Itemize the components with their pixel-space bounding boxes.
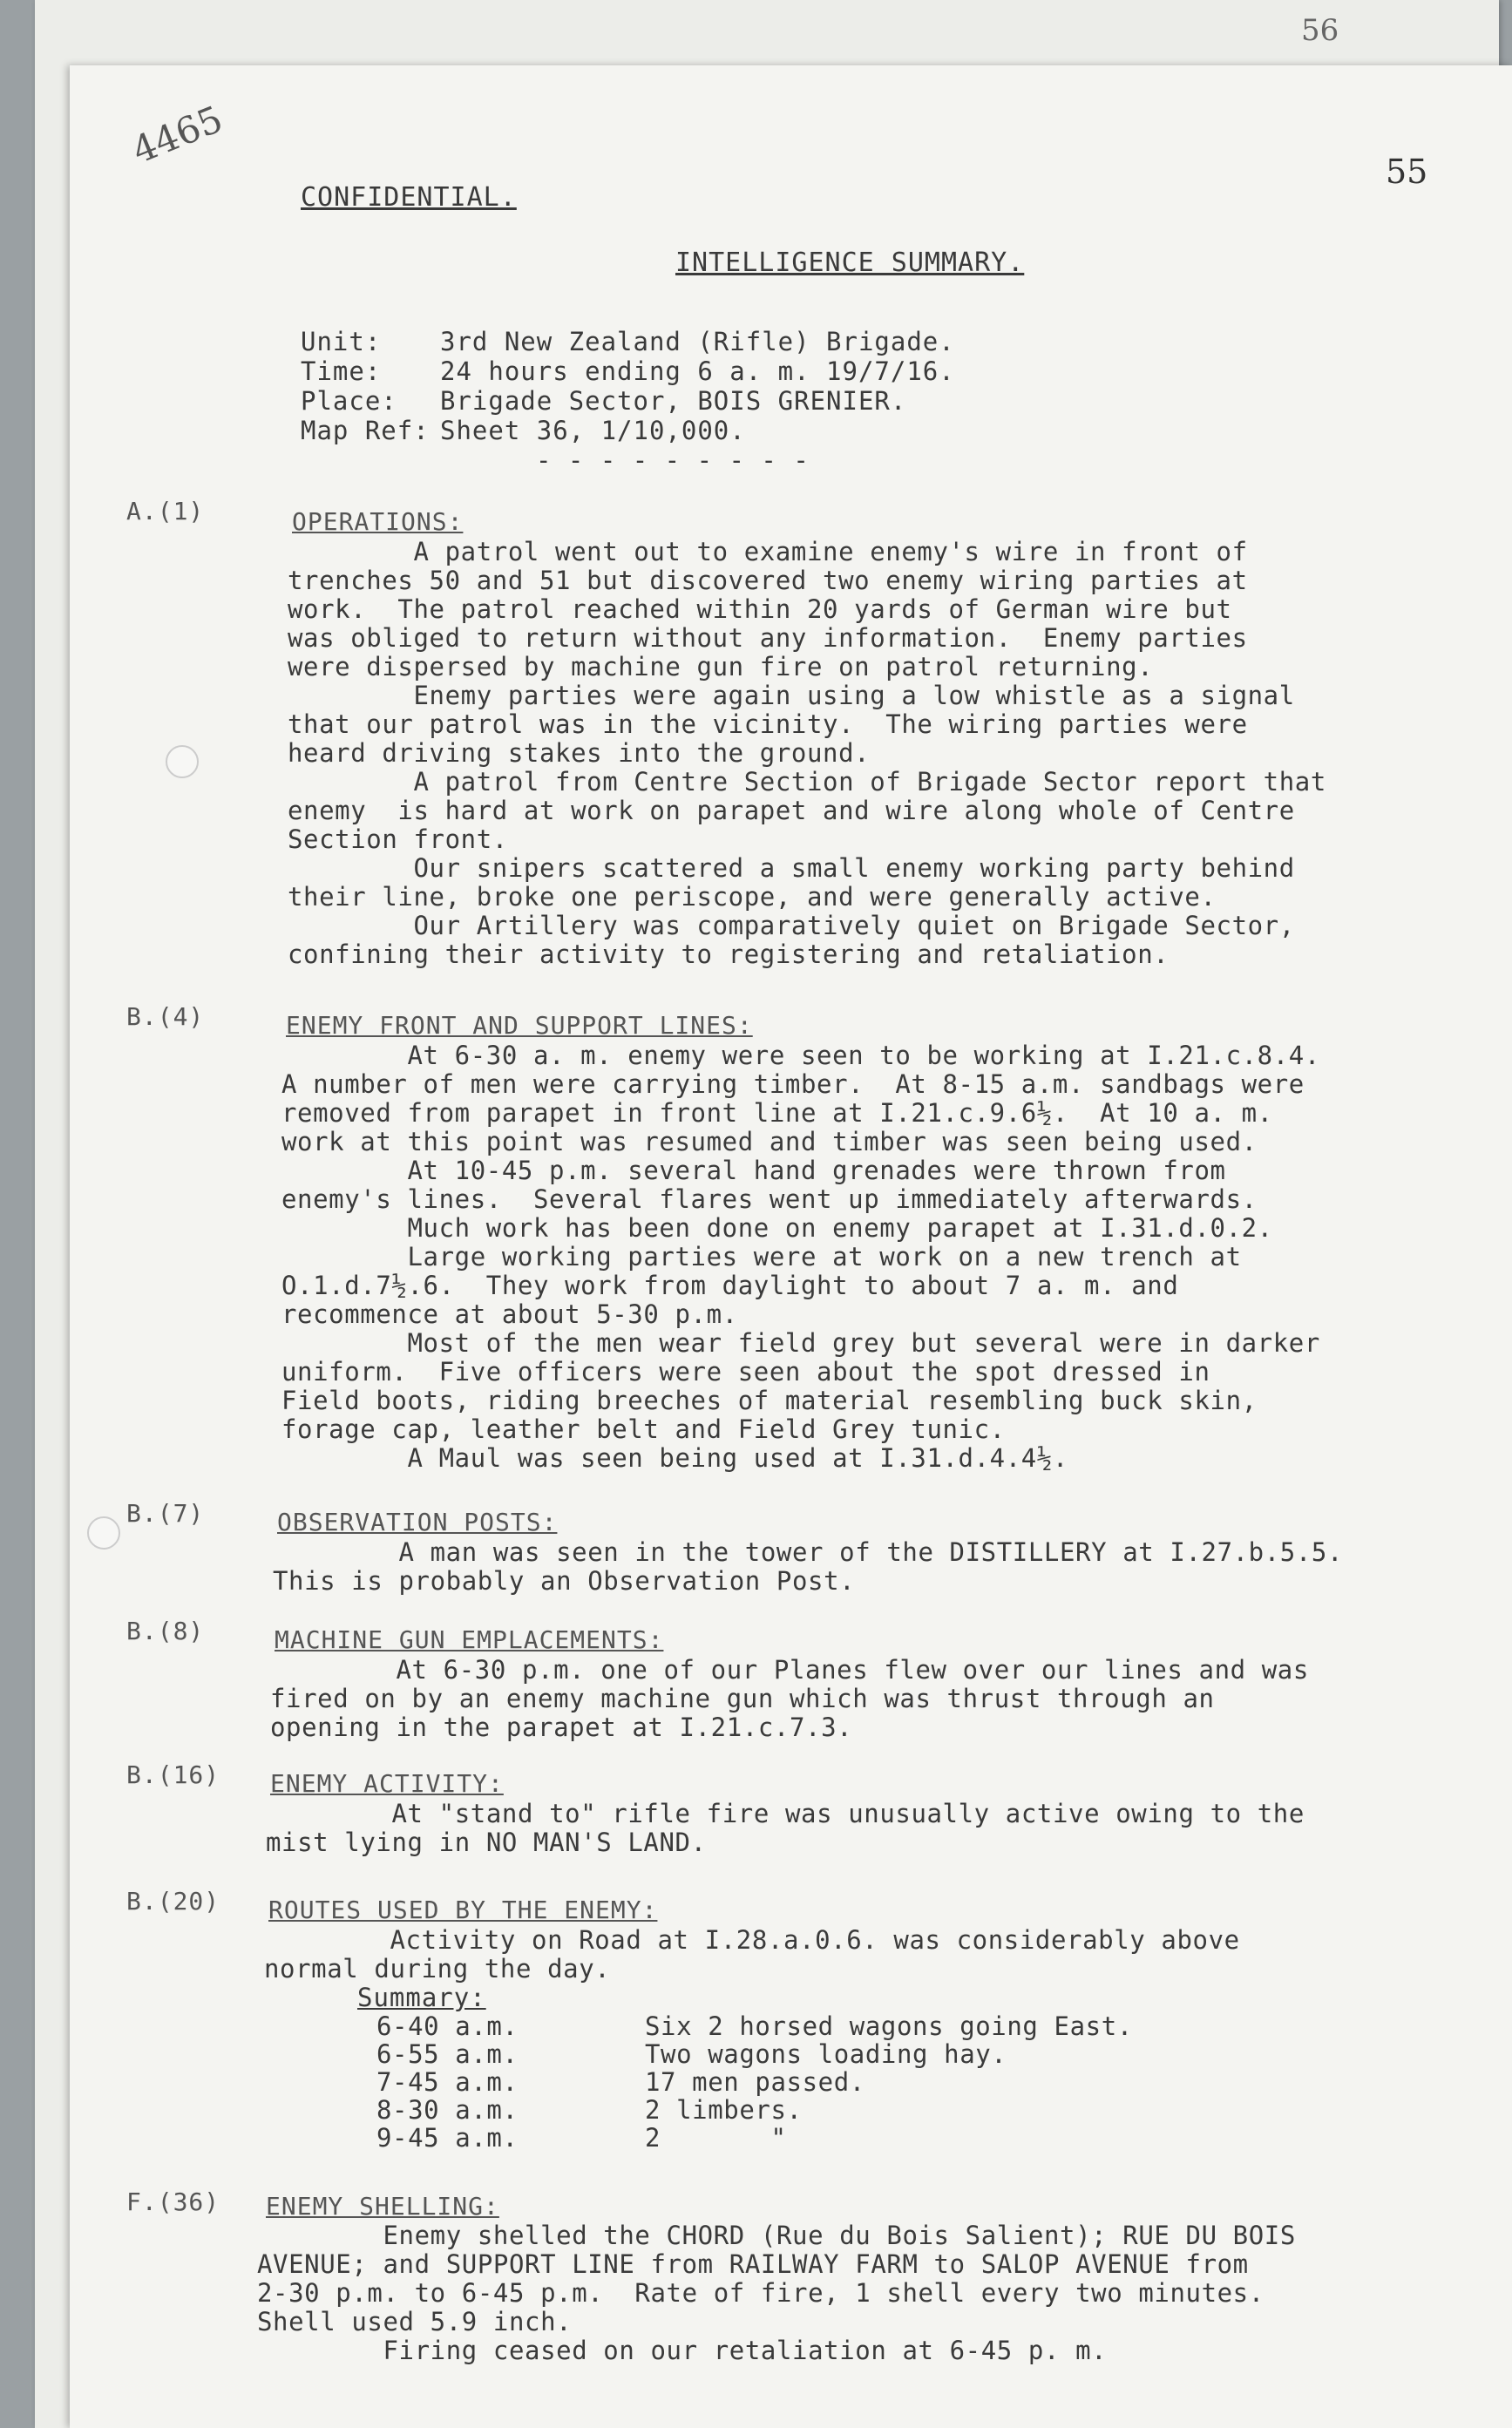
header-value-place: Brigade Sector, BOIS GRENIER. [440, 386, 907, 416]
summary-time: 8-30 a.m. [376, 2095, 519, 2125]
folio-number-underlying: 56 [1301, 13, 1339, 48]
summary-time: 6-55 a.m. [376, 2039, 519, 2069]
document-page [70, 13, 1512, 2428]
section-text: At "stand to" rifle fire was unusually active owing to the mist lying in NO MAN'S LAND. [266, 1799, 1305, 1857]
folio-number: 55 [1386, 153, 1428, 191]
classification-heading: CONFIDENTIAL. [301, 182, 517, 213]
section-label: B.(20) [126, 1887, 220, 1916]
summary-time: 6-40 a.m. [376, 2011, 519, 2041]
section-title: OPERATIONS: [292, 507, 464, 536]
section-text: At 6-30 a. m. enemy were seen to be working at I.21.c.8.4. A number of men were carrying timber. At 8-15 a.m. sandbags were removed from parapet in front line at I.21.c.9.6½. At 10 a. m. work at this point was resumed and timber was seen being used. At 10-45 p.m. several hand grenades were thrown from enemy's lines. Several flares went up immediately afterwards. Much work has been done on enemy parapet at I.31.d.0.2. Large working parties were at work on a new trench at O.1.d.7½.6. They work from daylight to about 7 a. m. and recommence at about 5-30 p.m. Most of the men wear field grey but several were in darker uniform. Five officers were seen about the spot dressed in Field boots, riding breeches of material resembling buck skin, forage cap, leather belt and Field Grey tunic. A Maul was seen being used at I.31.d.4.4½. [281, 1041, 1320, 1473]
header-value-map-ref: Sheet 36, 1/10,000. [440, 416, 746, 445]
header-label-map-ref: Map Ref: [301, 416, 430, 445]
section-label: B.(16) [126, 1760, 220, 1789]
header-value-time: 24 hours ending 6 a. m. 19/7/16. [440, 356, 955, 386]
header-label-unit: Unit: [301, 327, 382, 356]
punch-hole [166, 745, 199, 778]
archive-stamp-number: 4465 [125, 97, 229, 173]
header-rule: - - - - - - - - - [536, 445, 810, 475]
section-text: A man was seen in the tower of the DISTILLERY at I.27.b.5.5. This is probably an Observation Post. [273, 1537, 1344, 1596]
section-label: B.(7) [126, 1499, 205, 1528]
section-text: Activity on Road at I.28.a.0.6. was considerably above normal during the day. [264, 1925, 1240, 1984]
section-text: At 6-30 p.m. one of our Planes flew over our lines and was fired on by an enemy machine gun which was thrust through an opening in the parapet at I.21.c.7.3. [270, 1655, 1309, 1742]
section-title: ENEMY FRONT AND SUPPORT LINES: [286, 1011, 753, 1040]
header-value-unit: 3rd New Zealand (Rifle) Brigade. [440, 327, 955, 356]
section-label: A.(1) [126, 497, 205, 526]
summary-title: Summary: [357, 1983, 486, 2012]
section-label: B.(4) [126, 1002, 205, 1031]
document-title: INTELLIGENCE SUMMARY. [675, 248, 1025, 278]
summary-note: 17 men passed. [645, 2067, 865, 2097]
summary-time: 7-45 a.m. [376, 2067, 519, 2097]
section-label: B.(8) [126, 1617, 205, 1645]
header-label-time: Time: [301, 356, 382, 386]
summary-note: 2 " [645, 2123, 787, 2153]
header-label-place: Place: [301, 386, 397, 416]
section-text: A patrol went out to examine enemy's wire in front of trenches 50 and 51 but discovered two enemy wiring parties at work. The patrol reached within 20 yards of German wire but was obliged to return without any information. Enemy parties were dispersed by machine gun fire on patrol returning. Enemy parties were again using a low whistle as a signal that our patrol was in the vicinity. The wiring parties were heard driving stakes into the ground. A patrol from Centre Section of Brigade Sector report that enemy is hard at work on parapet and wire along whole of Centre Section front. Our snipers scattered a small enemy working party behind their line, broke one periscope, and were generally active. Our Artillery was comparatively quiet on Brigade Sector, confining their activity to registering and retaliation. [288, 537, 1326, 969]
summary-note: Two wagons loading hay. [645, 2039, 1007, 2069]
summary-note: 2 limbers. [645, 2095, 803, 2125]
section-text: Enemy shelled the CHORD (Rue du Bois Salient); RUE DU BOIS AVENUE; and SUPPORT LINE from RAILWAY FARM to SALOP AVENUE from 2-30 p.m. to 6-45 p.m. Rate of fire, 1 shell every two minutes. Shell used 5.9 inch. Firing ceased on our retaliation at 6-45 p. m. [257, 2221, 1296, 2365]
section-title: ENEMY ACTIVITY: [270, 1769, 504, 1798]
summary-time: 9-45 a.m. [376, 2123, 519, 2153]
section-title: OBSERVATION POSTS: [277, 1508, 558, 1536]
section-title: ROUTES USED BY THE ENEMY: [268, 1896, 658, 1924]
punch-hole [87, 1516, 120, 1550]
summary-note: Six 2 horsed wagons going East. [645, 2011, 1133, 2041]
section-title: ENEMY SHELLING: [266, 2192, 499, 2221]
section-title: MACHINE GUN EMPLACEMENTS: [275, 1625, 664, 1654]
section-label: F.(36) [126, 2187, 220, 2216]
